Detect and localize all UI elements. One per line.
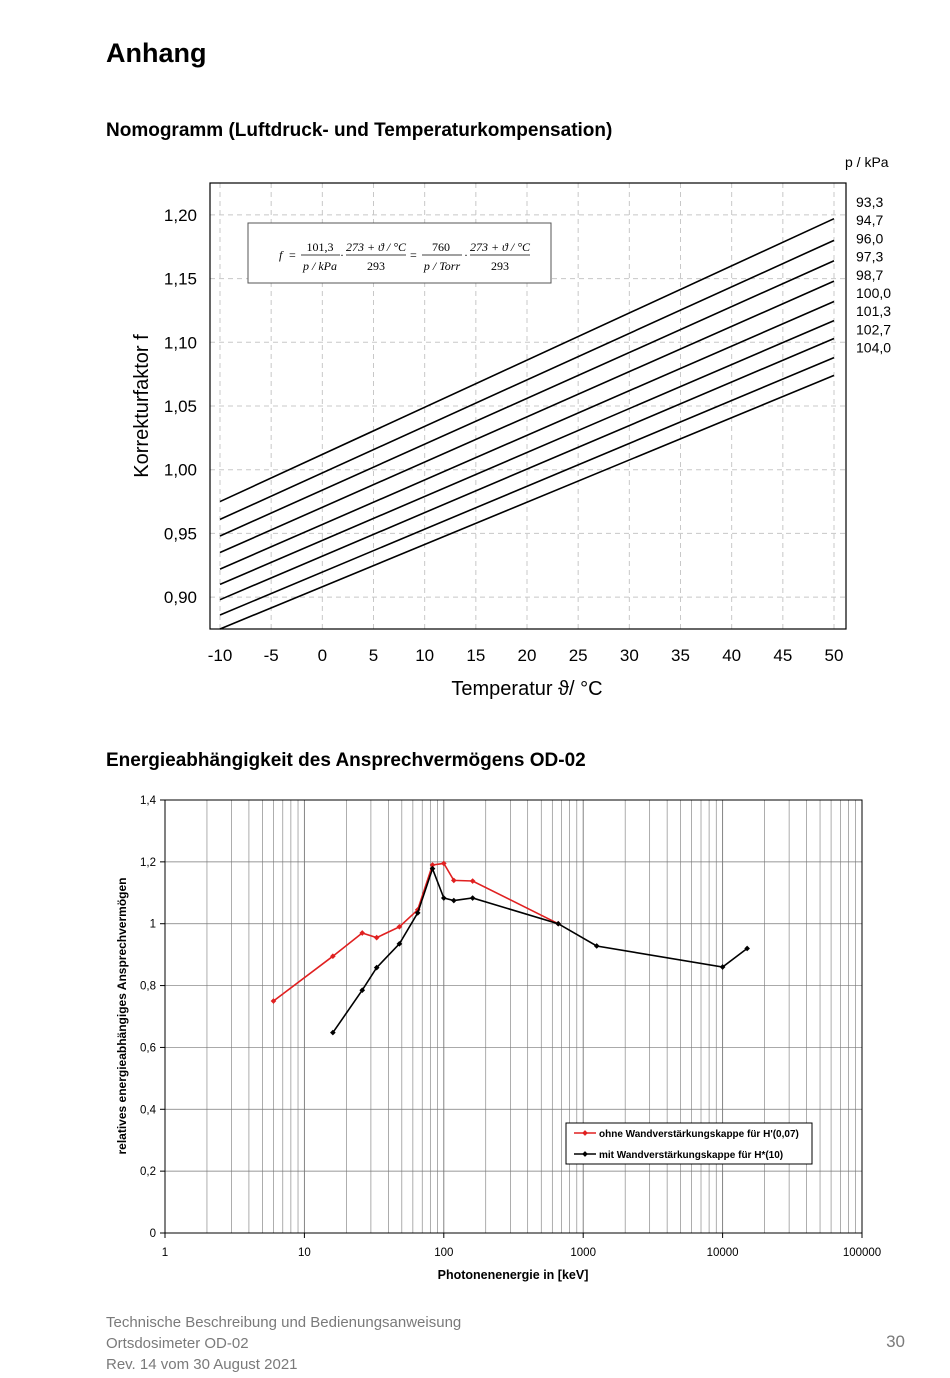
nomogram-y-tick-label: 1,20: [163, 205, 197, 225]
footer-line-2: Ortsdosimeter OD-02: [106, 1335, 249, 1352]
legend-label-ohne: ohne Wandverstärkungskappe für H'(0,07): [599, 1129, 799, 1140]
energy-chart-title: Energieabhängigkeit des Ansprechvermögens OD-02: [106, 750, 586, 771]
page-number: 30: [886, 1332, 905, 1351]
nomogram-x-tick-label: 0: [317, 646, 328, 665]
pressure-legend-title: p / kPa: [845, 154, 889, 170]
energy-y-tick-label: 0,4: [140, 1104, 156, 1117]
pressure-label: 93,3: [856, 194, 884, 210]
legend-label-mit: mit Wandverstärkungskappe für H*(10): [599, 1150, 784, 1161]
formula-t2-num: 273 + ϑ / °C: [345, 240, 407, 254]
formula-t4-den: 293: [491, 259, 509, 273]
energy-x-tick-label: 1000: [570, 1247, 596, 1259]
footer-line-3: Rev. 14 vom 30 August 2021: [106, 1356, 298, 1373]
pressure-label: 100,0: [856, 285, 892, 301]
formula-t3-num: 760: [432, 240, 450, 254]
nomogram-x-tick-label: 50: [824, 646, 844, 665]
energy-x-tick-label: 10000: [706, 1247, 739, 1259]
formula-t1-num: 101,3: [306, 240, 334, 254]
svg-text:·: ·: [464, 248, 468, 262]
energy-chart-grid: [165, 800, 862, 1233]
nomogram-x-tick-label: 30: [619, 646, 639, 665]
formula-t1-den: p / kPa: [303, 259, 337, 273]
energy-y-tick-label: 0: [149, 1228, 156, 1240]
nomogram-y-tick-label: 1,10: [163, 333, 197, 353]
energy-y-tick-label: 0,8: [140, 980, 156, 993]
formula-t3-den: p / Torr: [423, 259, 461, 273]
page-heading: Anhang: [106, 38, 207, 68]
pressure-label: 97,3: [856, 248, 884, 265]
footer: [106, 1312, 461, 1375]
svg-text:=: =: [410, 248, 417, 262]
energy-x-tick-label: 100000: [842, 1247, 882, 1259]
energy-y-tick-label: 1: [149, 918, 156, 931]
pressure-label: 101,3: [856, 303, 892, 320]
nomogram-y-tick-label: 1,00: [163, 460, 197, 480]
energy-y-tick-label: 0,6: [140, 1042, 156, 1055]
formula-lhs: f: [279, 248, 283, 262]
energy-x-tick-label: 100: [434, 1247, 454, 1259]
energy-x-axis-label: Photonenenergie in [keV]: [437, 1268, 589, 1282]
pressure-label: 104,0: [856, 339, 892, 356]
nomogram-x-tick-label: 35: [671, 646, 690, 665]
nomogram-x-tick-label: 25: [568, 646, 588, 665]
energy-data-point: [441, 895, 447, 901]
energy-y-tick-label: 0,2: [140, 1166, 156, 1179]
energy-series-line-0: [274, 863, 559, 1001]
nomogram-y-tick-label: 1,15: [163, 269, 197, 289]
nomogram-x-tick-label: 5: [368, 646, 379, 665]
nomogram-title: Nomogramm (Luftdruck- und Temperaturkompensation): [106, 120, 613, 141]
nomogram-x-tick-label: -10: [207, 646, 233, 665]
energy-data-point: [470, 878, 476, 884]
nomogram-x-axis-label: Temperatur ϑ/ °C: [451, 678, 603, 700]
nomogram-y-tick-label: 0,95: [163, 524, 197, 544]
pressure-label: 102,7: [856, 321, 892, 338]
nomogram-y-axis-label: Korrekturfaktor f: [131, 334, 153, 478]
nomogram-y-tick-label: 1,05: [163, 397, 197, 416]
energy-x-tick-label: 10: [298, 1247, 311, 1259]
pressure-label: 94,7: [856, 212, 884, 229]
energy-y-axis-label: relatives energieabhängiges Ansprechvermögen: [115, 877, 129, 1155]
footer-line-1: Technische Beschreibung und Bedienungsanweisung: [106, 1314, 462, 1331]
formula-t4-num: 273 + ϑ / °C: [469, 240, 531, 254]
svg-text:=: =: [289, 248, 296, 262]
svg-text:·: ·: [340, 248, 344, 262]
energy-series-line-1: [333, 869, 747, 1033]
nomogram-y-tick-label: 0,90: [163, 588, 197, 608]
energy-data-point: [451, 898, 457, 904]
pressure-label: 98,7: [856, 266, 884, 283]
nomogram-x-tick-label: 10: [415, 646, 435, 665]
energy-x-tick-label: 1: [161, 1247, 169, 1259]
nomogram-x-tick-label: 40: [722, 646, 742, 665]
formula-t2-den: 293: [367, 259, 385, 273]
nomogram-x-tick-label: 20: [517, 646, 537, 665]
energy-data-point: [470, 895, 476, 901]
energy-data-point: [374, 935, 380, 941]
energy-y-tick-label: 1,4: [140, 795, 156, 807]
nomogram-x-tick-label: 15: [466, 646, 486, 665]
energy-chart-plot-frame: [165, 800, 862, 1233]
energy-legend: [566, 1123, 812, 1164]
energy-y-tick-label: 1,2: [140, 856, 156, 869]
pressure-label: 96,0: [856, 230, 884, 247]
nomogram-x-tick-label: -5: [263, 646, 279, 665]
nomogram-x-tick-label: 45: [773, 646, 793, 665]
